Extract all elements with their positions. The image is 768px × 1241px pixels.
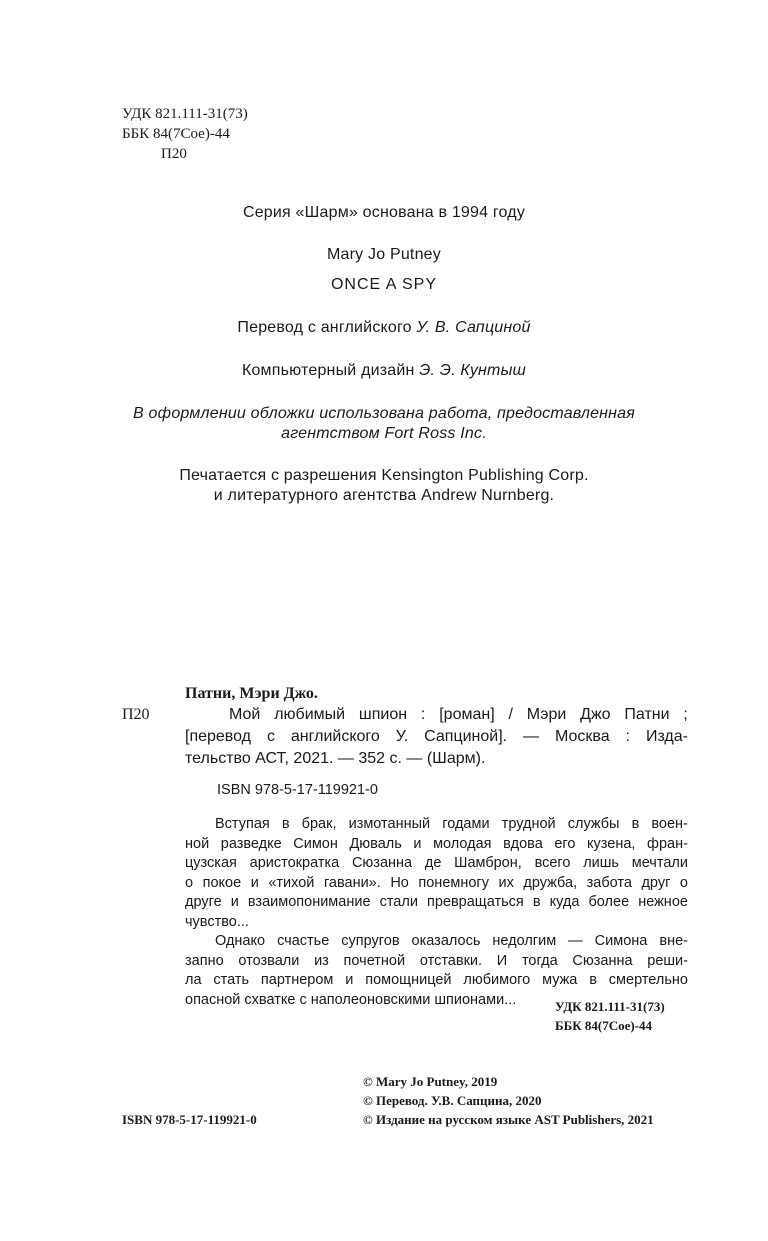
translation-prefix: Перевод с английского [237, 319, 412, 336]
word: стать [213, 972, 250, 988]
footer-isbn: ISBN 978-5-17-119921-0 [122, 1112, 257, 1127]
word: — [568, 933, 583, 949]
word: и [250, 874, 259, 891]
annotation-line [185, 835, 688, 855]
word: годами [442, 816, 490, 832]
word: превращаться [427, 894, 524, 910]
word: оказалось [411, 933, 481, 949]
word: вне- [659, 933, 688, 949]
word: нежное [638, 894, 688, 910]
word: И [496, 952, 508, 969]
designer-name: Э. Э. Кунтыш [419, 362, 527, 379]
word: трудной [501, 816, 556, 832]
word: цузская [185, 855, 237, 871]
word: тогда [521, 952, 558, 969]
word: Сюзанна [572, 952, 633, 969]
word: партнером [260, 972, 334, 988]
permission-line2: и литературного агентства Andrew Nurnberg. [213, 487, 555, 504]
word: разведке [220, 835, 282, 852]
word: в [532, 894, 541, 910]
word: забота [586, 874, 632, 891]
word: счастье [277, 933, 330, 949]
word: Джо [580, 706, 611, 723]
word: дружба, [523, 874, 578, 891]
word: лишь [583, 855, 619, 871]
word: аристократка [249, 855, 340, 871]
word: — [523, 728, 540, 745]
word: ной [185, 835, 210, 852]
index-udk: УДК 821.111-31(73) [555, 999, 665, 1014]
annotation-line [185, 874, 688, 894]
word: друг [641, 874, 671, 891]
word: Дюваль [349, 835, 402, 852]
word: его [554, 835, 576, 852]
bibliography-heading: Патни, Мэри Джо. [185, 685, 318, 702]
bibliography-isbn: ISBN 978-5-17-119921-0 [217, 782, 378, 798]
word: с [266, 728, 275, 745]
word: брак, [301, 816, 337, 832]
word: Изда- [645, 728, 688, 745]
original-title: ONCE A SPY [330, 276, 438, 293]
word: Вступая [215, 816, 270, 832]
word: и [230, 894, 239, 910]
word: фран- [647, 835, 688, 852]
word: мужа [542, 972, 578, 988]
original-author: Mary Jo Putney [327, 246, 441, 263]
word: Москва [554, 728, 610, 745]
word: : [420, 706, 426, 723]
word: любимого [463, 972, 531, 988]
annotation [185, 815, 688, 1010]
word: Шамброн, [454, 855, 522, 871]
word: : [625, 728, 630, 745]
copyright-edition: © Издание на русском языке AST Publishers, 2021 [363, 1112, 654, 1127]
word: ; [683, 706, 688, 723]
word: смертельно [608, 972, 688, 988]
annotation-line [185, 815, 688, 835]
word: кузена, [587, 835, 636, 852]
word: Сапциной]. [424, 728, 508, 745]
cover-credit-line2: агентством Fort Ross Inc. [281, 425, 487, 442]
copyright-author: © Mary Jo Putney, 2019 [363, 1074, 498, 1089]
word: их [498, 874, 514, 891]
word: Но [390, 874, 409, 891]
udk-code: УДК 821.111-31(73) [122, 106, 248, 122]
bibliography-line3: тельство АСТ, 2021. — 352 с. — (Шарм). [185, 750, 486, 767]
word: отставки. [419, 952, 483, 969]
word: супругов [341, 933, 400, 949]
word: Сюзанна [351, 855, 413, 871]
word: службы [567, 816, 620, 832]
word: / [508, 706, 513, 723]
word: помощницей [365, 972, 452, 988]
word: реши- [647, 952, 688, 969]
permission-line1: Печатается с разрешения Kensington Publishing Corp. [179, 467, 589, 484]
word: мечтали [631, 855, 688, 871]
word: всего [534, 855, 571, 871]
annotation-line: опасной схватке с наполеоновскими шпионами... [185, 991, 517, 1008]
annotation-line [185, 854, 688, 874]
word: Патни [624, 706, 670, 723]
word: в [281, 816, 290, 832]
annotation-line [185, 893, 688, 913]
word: де [424, 855, 442, 871]
word: запно [185, 952, 224, 969]
bibliography-line2 [185, 726, 688, 748]
design-line [0, 362, 768, 380]
word: вдова [503, 835, 543, 852]
word: понемногу [418, 874, 489, 891]
word: [роман] [439, 706, 495, 723]
translation-line [0, 319, 768, 337]
translator-name: У. В. Сапциной [416, 319, 531, 336]
bbk-code: ББК 84(7Сое)-44 [122, 126, 230, 142]
word: отозвали [238, 952, 300, 969]
word: гавани». [323, 874, 381, 891]
word: [перевод [185, 728, 252, 745]
word: недолгим [492, 933, 557, 949]
word: и [345, 972, 354, 988]
word: взаимопонимание [247, 894, 371, 910]
word: о [679, 874, 688, 891]
word: Симона [594, 933, 648, 949]
word: в [631, 816, 640, 832]
word: друге [185, 894, 222, 910]
word: и [413, 835, 422, 852]
word: английского [290, 728, 380, 745]
copyright-translation: © Перевод. У.В. Сапцина, 2020 [363, 1093, 542, 1108]
series-line: Серия «Шарм» основана в 1994 году [242, 204, 526, 221]
bibliography-author-mark: П20 [122, 706, 150, 723]
word: измотанный [348, 816, 431, 832]
author-mark: П20 [161, 146, 187, 162]
word: о [185, 874, 194, 891]
word: Мэри [526, 706, 567, 723]
annotation-line: чувство... [185, 913, 249, 930]
cover-credit-line1: В оформлении обложки использована работа, предоставленная [132, 405, 636, 422]
word: У. [395, 728, 409, 745]
word: в [589, 972, 597, 988]
word: Мой [229, 706, 261, 723]
annotation-line [185, 932, 688, 952]
word: куда [549, 894, 580, 910]
design-prefix: Компьютерный дизайн [241, 362, 415, 379]
word: шпион [358, 706, 408, 723]
word: Симон [293, 835, 338, 852]
bibliography-line1 [229, 704, 688, 726]
word: стали [379, 894, 418, 910]
word: из [314, 952, 329, 969]
word: молодая [433, 835, 492, 852]
word: Однако [215, 933, 266, 949]
word: почетной [343, 952, 406, 969]
index-bbk: ББК 84(7Сое)-44 [555, 1018, 653, 1033]
word: «тихой [268, 874, 315, 891]
word: любимый [274, 706, 346, 723]
word: воен- [651, 816, 688, 832]
annotation-line [185, 971, 688, 991]
word: более [588, 894, 630, 910]
word: ла [185, 972, 202, 988]
annotation-line [185, 952, 688, 972]
word: покое [202, 874, 242, 891]
